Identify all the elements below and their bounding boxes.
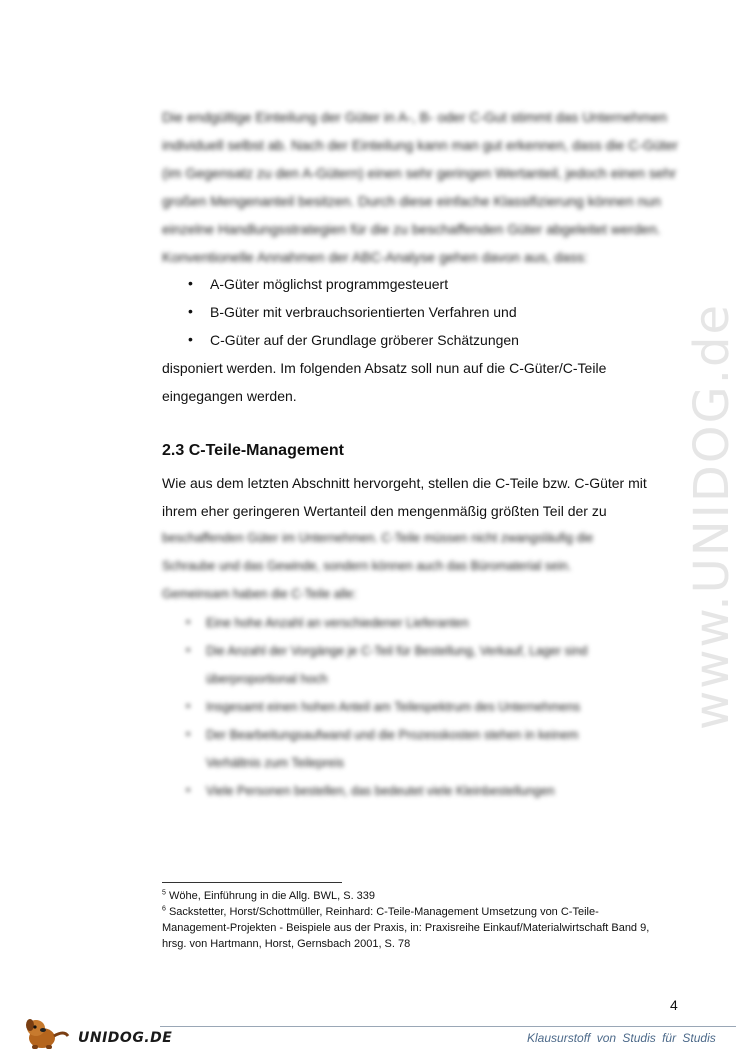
text-line: Konventionelle Annahmen der ABC-Analyse gehen davon aus, dass: [162,249,588,265]
text-line: Schraube und das Gewinde, sondern können auch das Büromaterial sein. [162,559,572,573]
bullet-dot-icon: • [188,303,193,319]
bullet-dot-icon: • [188,275,193,291]
footer-tagline: Klausurstoff von Studis für Studis [527,1031,716,1045]
bullet-dot-icon: • [188,331,193,347]
footer-divider [160,1026,736,1027]
bullet-dot-icon: • [186,699,191,713]
bullet-dot-icon: • [186,727,191,741]
list-item: Die Anzahl der Vorgänge je C-Teil für Bestellung, Verkauf, Lager sind [206,644,588,658]
page-number: 4 [670,997,678,1013]
bullet-dot-icon: • [186,615,191,629]
footnote-6 [162,906,599,918]
text-line: einzelne Handlungsstrategien für die zu beschaffenden Güter abgeleitet werden. [162,221,661,237]
text-line: beschaffenden Güter im Unternehmen. C-Teile müssen nicht zwangsläufig die [162,531,594,545]
footnote-text: Wöhe, Einführung in die Allg. BWL, S. 339 [168,890,376,902]
text-line: ihrem eher geringeren Wertanteil den mengenmäßig größten Teil der zu [162,503,607,519]
footnote-mark: 5 [162,889,166,897]
bullet-dot-icon: • [186,643,191,657]
logo-text: UNIDOG.DE [78,1030,173,1046]
bullet-dot-icon: • [186,783,191,797]
list-item: C-Güter auf der Grundlage gröberer Schätzungen [210,332,519,348]
list-item: Der Bearbeitungsaufwand und die Prozesskosten stehen in keinem [206,728,579,742]
footnote-5 [162,890,375,902]
watermark: www.UNIDOG.de [684,302,740,730]
list-item: Eine hohe Anzahl an verschiedener Lieferanten [206,616,469,630]
unidog-logo [22,1016,173,1050]
text-line: eingegangen werden. [162,388,297,404]
list-item-continuation: Verhältnis zum Teilepreis [206,756,345,770]
text-line: disponiert werden. Im folgenden Absatz soll nun auf die C-Güter/C-Teile [162,360,607,376]
list-item: Viele Personen bestellen, das bedeutet viele Kleinbestellungen [206,784,555,798]
text-line: Wie aus dem letzten Abschnitt hervorgeht, stellen die C-Teile bzw. C-Güter mit [162,475,647,491]
text-line: (im Gegensatz zu den A-Gütern) einen sehr geringen Wertanteil, jedoch einen sehr [162,165,677,181]
list-item: Insgesamt einen hohen Anteil am Teilespektrum des Unternehmens [206,700,581,714]
footnote-text: Sackstetter, Horst/Schottmüller, Reinhard: C-Teile-Management Umsetzung von C-Teile- [168,906,599,918]
list-item-continuation: überproportional hoch [206,672,328,686]
text-line: Die endgültige Einteilung der Güter in A-, B- oder C-Gut stimmt das Unternehmen [162,109,668,125]
footnote-separator [162,882,342,883]
text-line: großen Mengenanteil besitzen. Durch diese einfache Klassifizierung können nun [162,193,661,209]
footnote-6-line-2: Management-Projekten - Beispiele aus der Praxis, in: Praxisreihe Einkauf/Materialwirtschaft Band 9, [162,922,650,934]
footnote-6-line-3: hrsg. von Hartmann, Horst, Gernsbach 2001, S. 78 [162,938,411,950]
text-line: Gemeinsam haben die C-Teile alle: [162,587,357,601]
text-line: individuell selbst ab. Nach der Einteilung kann man gut erkennen, dass die C-Güter [162,137,678,153]
dog-mascot-icon [22,1016,78,1050]
section-heading: 2.3 C-Teile-Management [162,442,344,459]
list-item: B-Güter mit verbrauchsorientierten Verfahren und [210,304,517,320]
list-item: A-Güter möglichst programmgesteuert [210,276,449,292]
footnote-mark: 6 [162,905,166,913]
